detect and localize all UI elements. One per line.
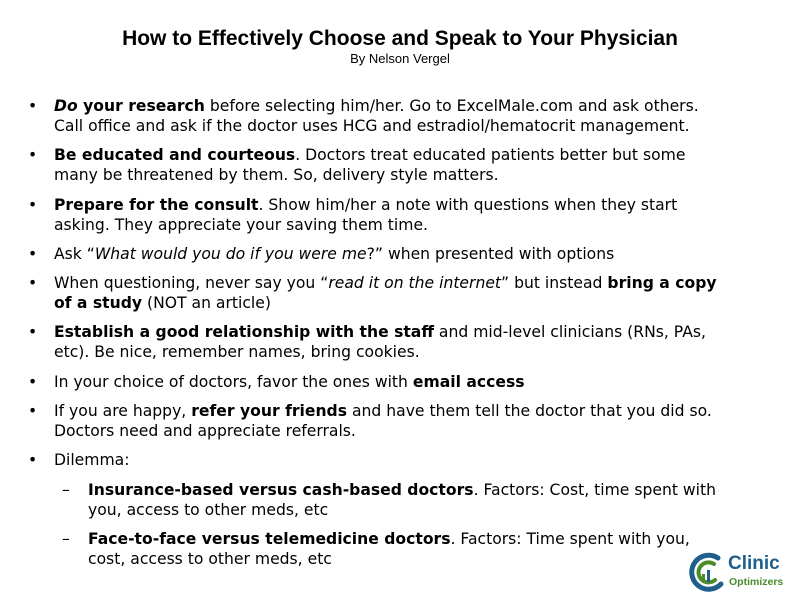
item-text: and mid-level clinicians (RNs, PAs, etc). Be nice, remember names, bring cookies. <box>54 323 706 362</box>
emphasis-research: your research <box>77 97 205 115</box>
emphasis-telemedicine: Face-to-face versus telemedicine doctors <box>88 529 451 548</box>
logo-name: Clinic <box>728 553 780 574</box>
emphasis-prepare: Prepare for the consult <box>54 195 259 214</box>
item-text: ?” when presented with options <box>366 244 615 263</box>
logo-tagline: Optimizers <box>729 576 784 588</box>
emphasis-staff: Establish a good relationship with the staff <box>54 323 434 342</box>
item-text: Dilemma: <box>54 451 130 470</box>
bullet-icon: • <box>28 244 38 263</box>
item-text: Ask “ <box>54 244 95 263</box>
bullet-icon: • <box>28 195 38 214</box>
bullet-item-prepare <box>0 195 800 235</box>
item-text: (NOT an article) <box>142 294 271 313</box>
emphasis-email: email access <box>412 372 525 391</box>
bullet-icon: • <box>28 323 38 342</box>
author-byline: By Nelson Vergel <box>350 51 450 66</box>
bullet-item-ask <box>0 244 800 264</box>
bullet-item-email <box>0 372 800 392</box>
item-text: . Factors: Cost, time spent with you, access to other meds, etc <box>88 480 716 519</box>
bullet-item-questioning <box>0 273 800 313</box>
page-title: How to Effectively Choose and Speak to Your Physician <box>122 27 678 50</box>
emphasis-refer: refer your friends <box>191 402 348 421</box>
clinic-optimizers-logo <box>688 552 798 594</box>
bullet-item-dilemma <box>0 450 800 470</box>
item-text: . Factors: Time spent with you, cost, access to other meds, etc <box>88 529 690 568</box>
item-text: When questioning, never say you “ <box>54 274 329 293</box>
logo-mark-icon <box>688 552 728 594</box>
item-text: . Show him/her a note with questions when they start asking. They appreciate your saving them time. <box>54 195 678 234</box>
bullet-icon: • <box>28 372 38 391</box>
bullet-item-research <box>0 96 800 136</box>
item-text: In your choice of doctors, favor the ones with <box>54 372 413 391</box>
item-text: ” but instead <box>501 274 608 293</box>
dash-icon: – <box>62 529 70 548</box>
emphasis-study: bring a copy of a study <box>54 274 717 313</box>
bullet-icon: • <box>28 451 38 470</box>
bullet-item-educated <box>0 145 800 185</box>
bullet-icon: • <box>28 146 38 165</box>
emphasis-do: Do <box>54 97 78 115</box>
emphasis-educated: Be educated and courteous <box>54 146 296 165</box>
emphasis-question: What would you do if you were me <box>94 244 367 263</box>
item-text: . Doctors treat educated patients better but some many be threatened by them. So, delivery style matters. <box>54 146 686 185</box>
dash-icon: – <box>62 480 70 499</box>
bullet-list <box>0 96 800 578</box>
sub-item-insurance <box>0 480 800 520</box>
emphasis-insurance: Insurance-based versus cash-based doctors <box>88 480 474 499</box>
bullet-item-staff <box>0 322 800 362</box>
bullet-item-refer <box>0 401 800 441</box>
item-text: and have them tell the doctor that you did so. Doctors need and appreciate referrals. <box>54 402 712 441</box>
bullet-icon: • <box>28 97 38 115</box>
item-text: before selecting him/her. Go to ExcelMale.com and ask others. Call office and ask if the doctor uses HCG and estradiol/hematocrit management. <box>54 97 699 135</box>
bullet-icon: • <box>28 274 38 293</box>
item-text: If you are happy, <box>54 402 192 421</box>
bullet-icon: • <box>28 402 38 421</box>
emphasis-internet: read it on the internet <box>328 274 502 293</box>
sub-item-telemedicine <box>0 529 800 569</box>
